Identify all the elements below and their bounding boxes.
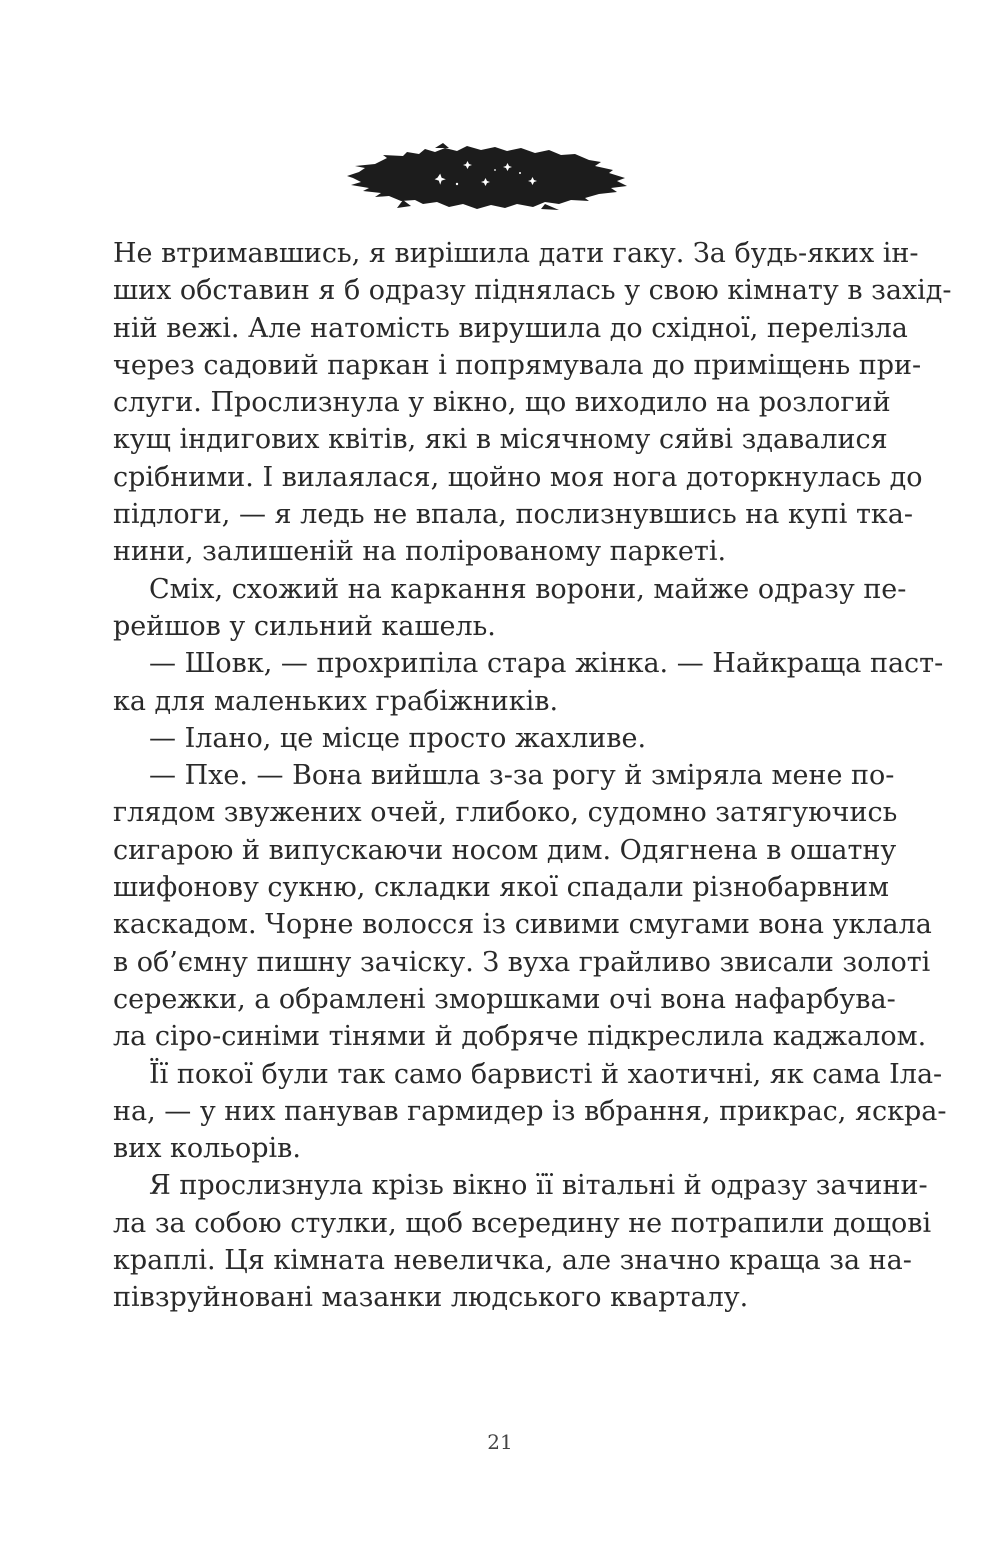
text-line: нини, залишеній на полірованому паркеті. <box>113 536 727 568</box>
text-line: Не втримавшись, я вирішила дати гаку. За будь-яких ін- <box>113 238 919 269</box>
text-line: каскадом. Чорне волосся із сивими смугами вона уклала <box>113 909 932 941</box>
text-line: — Шовк, — прохрипіла стара жінка. — Найкраща паст- <box>149 648 944 680</box>
text-line: ших обставин я б одразу піднялась у свою кімнату в захід- <box>113 275 952 307</box>
text-line: — Пхе. — Вона вийшла з-за рогу й зміряла мене по- <box>149 760 895 792</box>
text-line: сережки, а обрамлені зморшками очі вона нафарбува- <box>113 983 896 1015</box>
text-line: півзруйновані мазанки людського кварталу. <box>113 1282 749 1314</box>
text-line: рейшов у сильний кашель. <box>113 610 496 642</box>
text-line: краплі. Ця кімната невеличка, але значно краща за на- <box>113 1245 912 1277</box>
text-line: ній вежі. Але натомість вирушила до східної, перелізла <box>113 312 908 344</box>
text-line: Я прослизнула крізь вікно її вітальні й одразу зачини- <box>149 1170 928 1202</box>
text-line: Її покої були так само барвисті й хаотичні, як сама Іла- <box>149 1058 943 1090</box>
text-line: ла сіро-синіми тінями й добряче підкреслила каджалом. <box>113 1021 927 1053</box>
text-line: підлоги, — я ледь не впала, послизнувшись на купі тка- <box>113 499 913 531</box>
text-line: ка для маленьких грабіжників. <box>113 685 559 717</box>
text-line: срібними. І вилаялася, щойно моя нога доторкнулась до <box>113 461 923 493</box>
text-line: Сміх, схожий на каркання ворони, майже одразу пе- <box>149 573 907 605</box>
text-line: ла за собою стулки, щоб всередину не потрапили дощові <box>113 1207 932 1239</box>
starry-brush-ornament <box>345 140 630 215</box>
text-line: сигарою й випускаючи носом дим. Одягнена в ошатну <box>113 834 897 866</box>
text-line: через садовий паркан і попрямувала до приміщень при- <box>113 349 922 381</box>
text-line: — Ілано, це місце просто жахливе. <box>149 722 647 754</box>
text-line: в об’ємну пишну зачіску. З вуха грайливо звисали золоті <box>113 946 931 978</box>
text-line: шифонову сукню, складки якої спадали різнобарвним <box>113 872 890 904</box>
text-line: вих кольорів. <box>113 1133 301 1165</box>
text-line: слуги. Прослизнула у вікно, що виходило на розлогий <box>113 387 891 419</box>
text-line: на, — у них панував гармидер із вбрання, прикрас, яскра- <box>113 1095 947 1127</box>
text-line: кущ індигових квітів, які в місячному сяйві здавалися <box>113 424 888 456</box>
body-text <box>113 235 952 1317</box>
page-number: 21 <box>487 1430 513 1454</box>
text-line: глядом звужених очей, глибоко, судомно затягуючись <box>113 797 898 829</box>
